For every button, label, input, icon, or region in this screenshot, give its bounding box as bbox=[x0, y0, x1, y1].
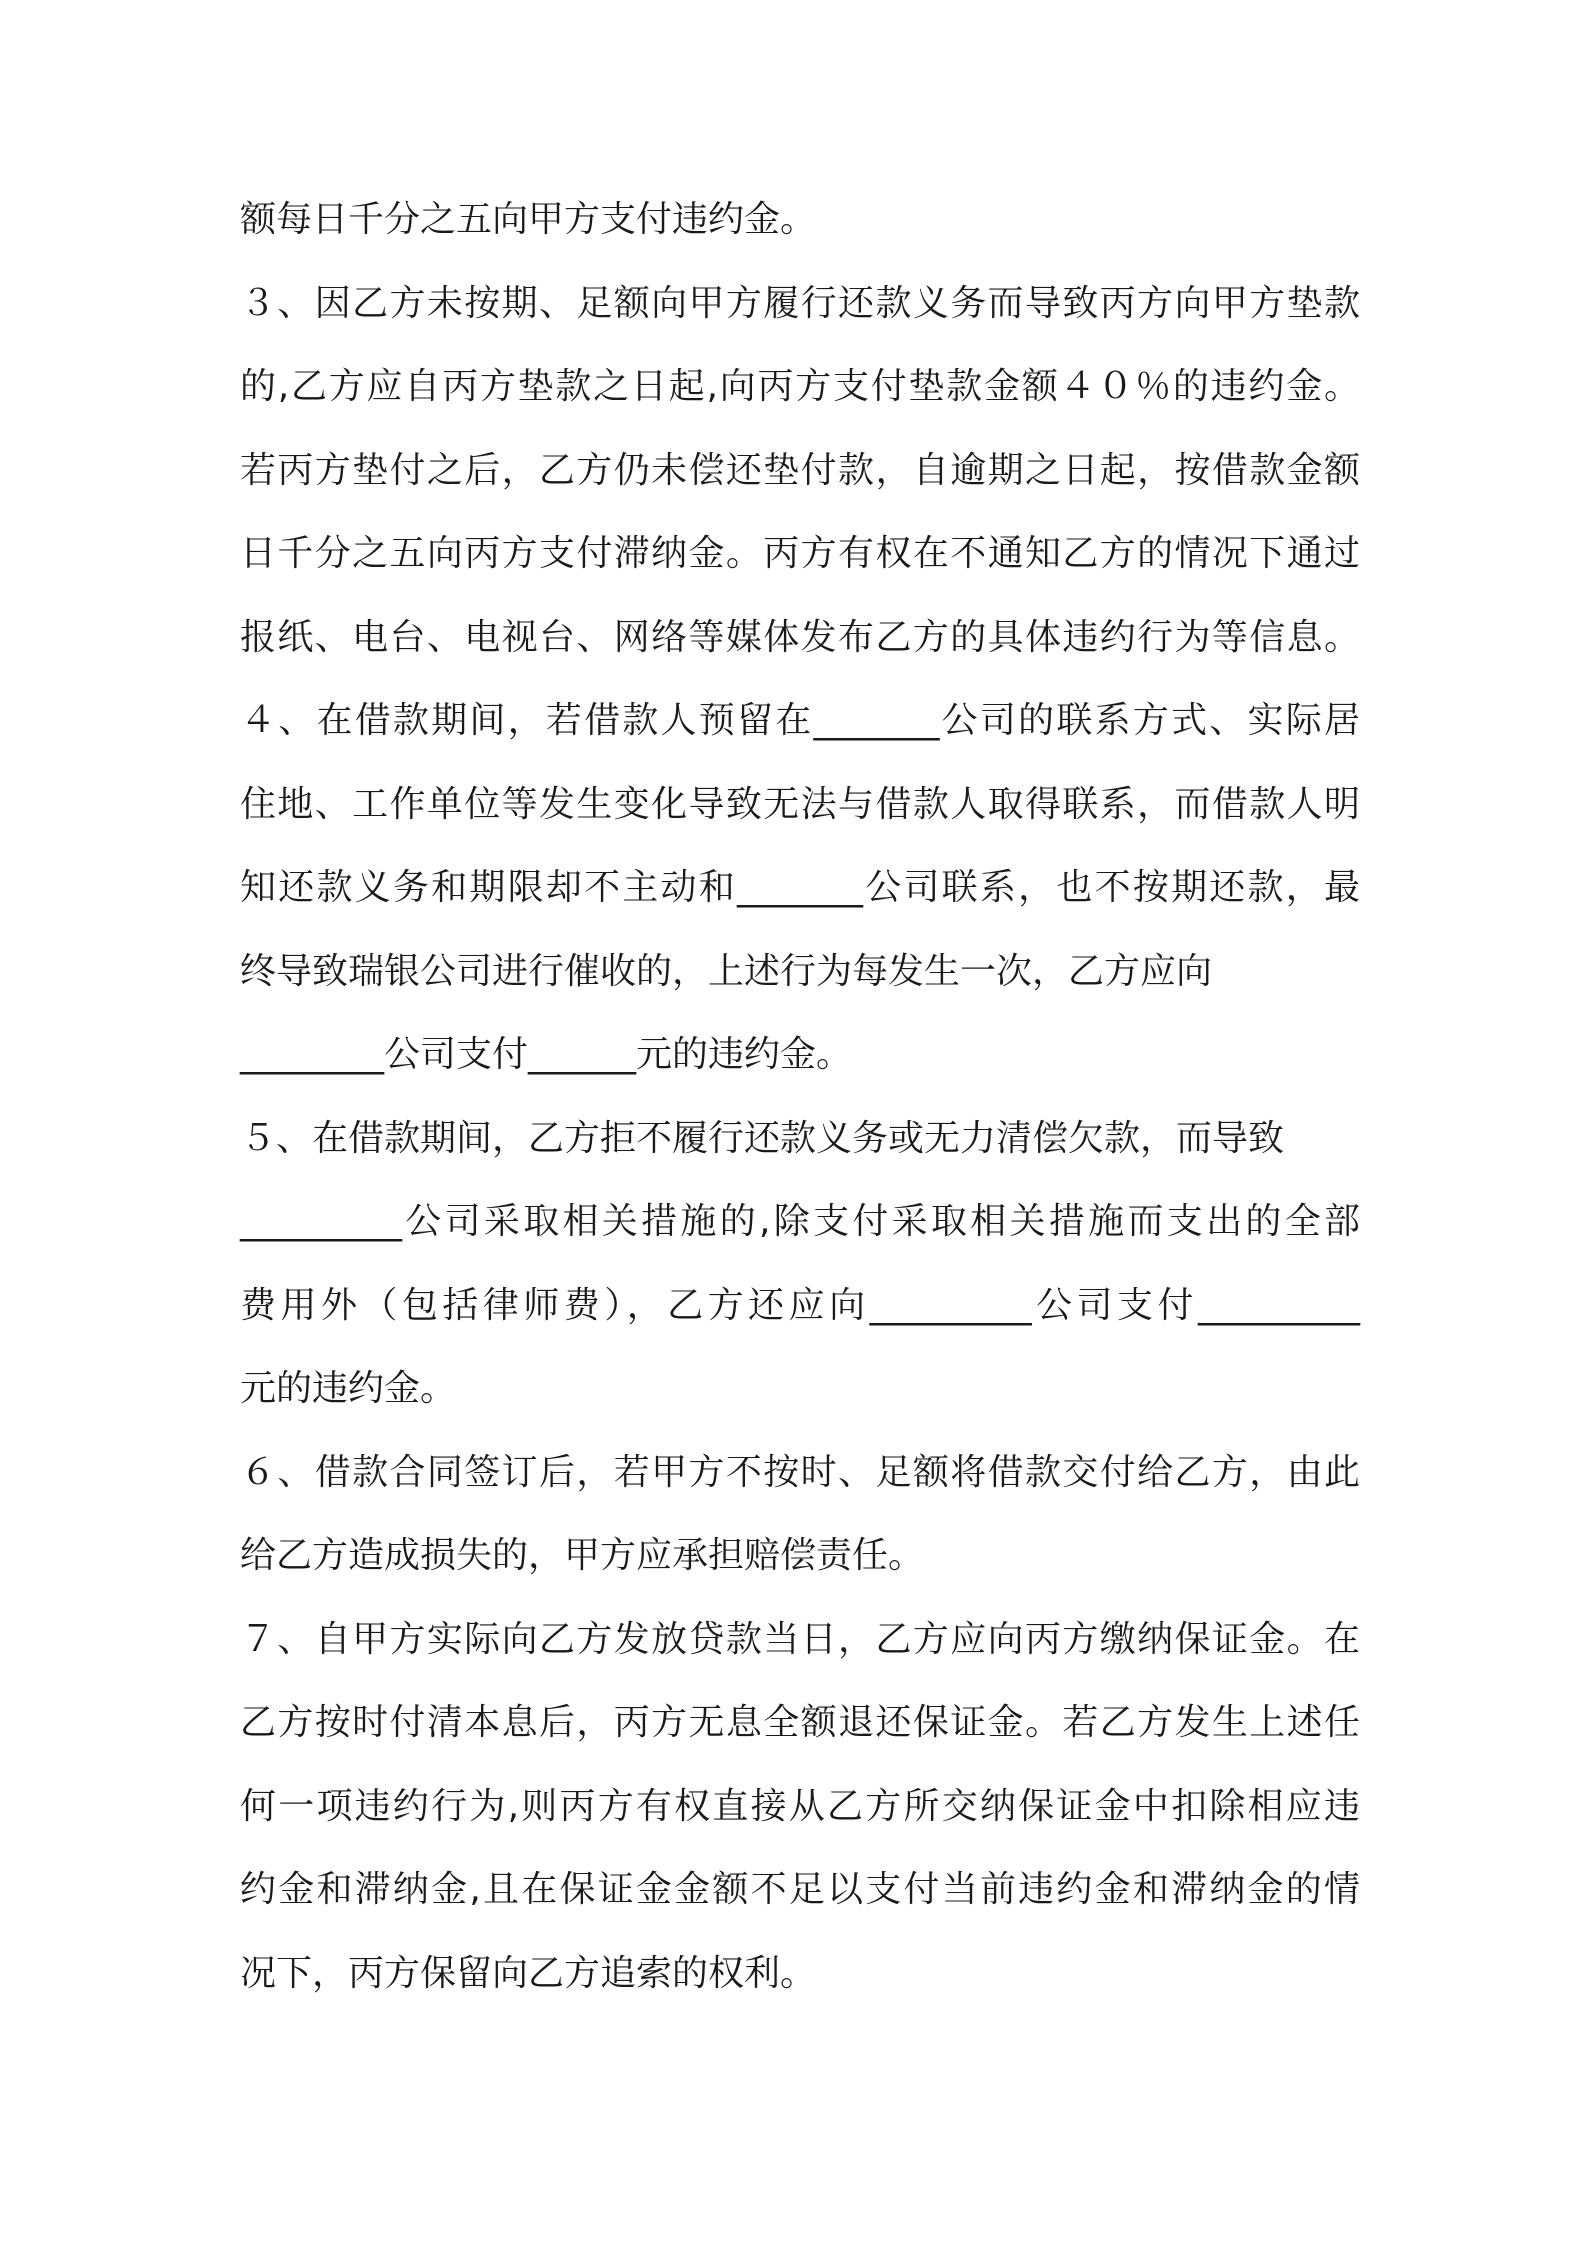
text-line: ６、借款合同签订后，若甲方不按时、足额将借款交付给乙方，由此 bbox=[240, 1451, 1360, 1493]
text-line: 终导致瑞银公司进行催收的，上述行为每发生一次，乙方应向 bbox=[240, 950, 1213, 992]
text-line: 给乙方造成损失的，甲方应承担赔偿责任。 bbox=[240, 1535, 925, 1576]
text-line: 元的违约金。 bbox=[240, 1368, 457, 1409]
text-line: 报纸、电台、电视台、网络等媒体发布乙方的具体违约行为等信息。 bbox=[240, 616, 1360, 658]
text-line: ４、在借款期间，若借款人预留在_______公司的联系方式、实际居 bbox=[240, 700, 1360, 741]
text-line: 住地、工作单位等发生变化导致无法与借款人取得联系，而借款人明 bbox=[240, 783, 1360, 825]
text-line: 知还款义务和期限却不主动和_______公司联系，也不按期还款，最 bbox=[240, 867, 1360, 908]
text-line: 约金和滞纳金,且在保证金金额不足以支付当前违约金和滞纳金的情 bbox=[240, 1869, 1360, 1910]
text-line: 额每日千分之五向甲方支付违约金。 bbox=[240, 199, 817, 240]
text-line: ３、因乙方未按期、足额向甲方履行还款义务而导致丙方向甲方垫款 bbox=[240, 282, 1360, 324]
text-line: 的,乙方应自丙方垫款之日起,向丙方支付垫款金额４０％的违约金。 bbox=[240, 366, 1360, 407]
text-line: ７、自甲方实际向乙方发放贷款当日，乙方应向丙方缴纳保证金。在 bbox=[240, 1618, 1360, 1660]
text-line: ________公司支付______元的违约金。 bbox=[240, 1034, 853, 1075]
text-line: 费用外（包括律师费），乙方还应向_________公司支付_________ bbox=[240, 1284, 1360, 1326]
text-line: 何一项违约行为,则丙方有权直接从乙方所交纳保证金中扣除相应违 bbox=[240, 1785, 1360, 1827]
text-line: 若丙方垫付之后，乙方仍未偿还垫付款，自逾期之日起，按借款金额 bbox=[240, 449, 1360, 491]
text-line: _________公司采取相关措施的,除支付采取相关措施而支出的全部 bbox=[240, 1201, 1360, 1242]
text-line: 乙方按时付清本息后，丙方无息全额退还保证金。若乙方发生上述任 bbox=[240, 1702, 1360, 1743]
text-line: 况下，丙方保留向乙方追索的权利。 bbox=[240, 1952, 817, 1994]
text-line: ５、在借款期间，乙方拒不履行还款义务或无力清偿欠款，而导致 bbox=[240, 1117, 1285, 1159]
text-line: 日千分之五向丙方支付滞纳金。丙方有权在不通知乙方的情况下通过 bbox=[240, 533, 1360, 574]
document-page bbox=[240, 195, 1360, 2032]
